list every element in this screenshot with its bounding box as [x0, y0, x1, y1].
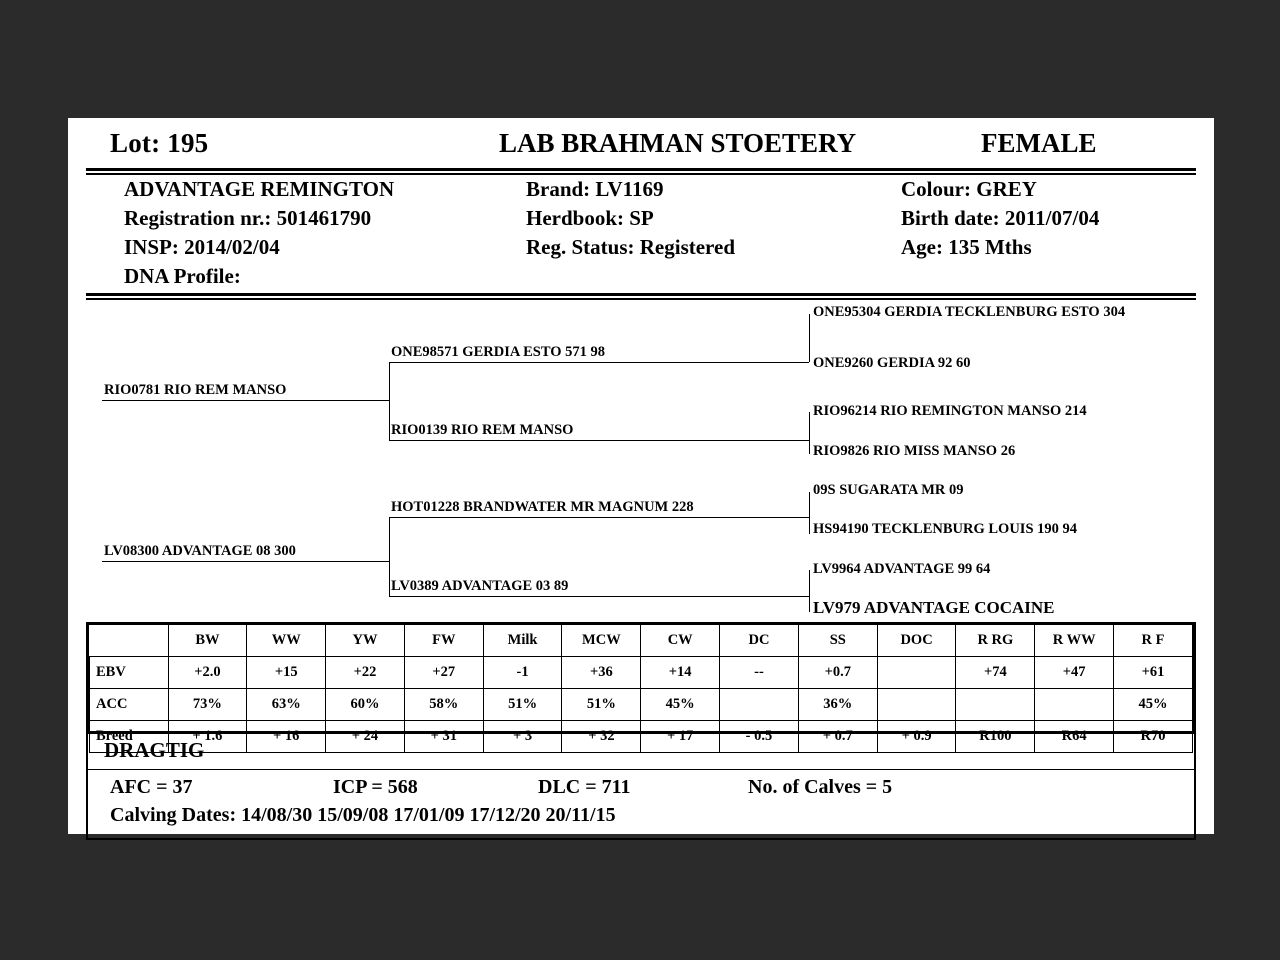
row-label-breed: Breed: [90, 721, 169, 753]
header-row: [86, 128, 1196, 166]
table-row: [90, 689, 1193, 721]
document-page: [68, 118, 1214, 834]
table-row: [90, 657, 1193, 689]
acc-fw: 58%: [404, 689, 483, 721]
identity-column-right: [901, 175, 1099, 262]
acc-rrg: [956, 689, 1035, 721]
ebv-mcw: +36: [562, 657, 641, 689]
pedigree-dam: LV08300 ADVANTAGE 08 300: [104, 543, 296, 559]
dlc-stat: DLC = 711: [538, 776, 631, 798]
acc-bw: 73%: [168, 689, 247, 721]
footer-block: [86, 734, 1196, 840]
col-ss: SS: [798, 625, 877, 657]
sex-label: FEMALE: [981, 128, 1097, 158]
colour: Colour: GREY: [901, 177, 1037, 201]
col-rrg: R RG: [956, 625, 1035, 657]
pedigree-g6: HS94190 TECKLENBURG LOUIS 190 94: [813, 521, 1078, 537]
acc-ss: 36%: [798, 689, 877, 721]
icp-stat: ICP = 568: [333, 776, 418, 798]
acc-rf: 45%: [1114, 689, 1193, 721]
acc-doc: [877, 689, 956, 721]
pedigree-sire-dam: RIO0139 RIO REM MANSO: [391, 422, 574, 438]
dam-bracket: [389, 517, 390, 596]
col-cw: CW: [641, 625, 720, 657]
ebv-rrg: +74: [956, 657, 1035, 689]
acc-mcw: 51%: [562, 689, 641, 721]
ebv-milk: -1: [483, 657, 562, 689]
age: Age: 135 Mths: [901, 235, 1032, 259]
col-dc: DC: [720, 625, 799, 657]
sire-sire-bracket: [809, 314, 810, 362]
header-divider: [86, 168, 1196, 175]
breed-rf: R70: [1114, 721, 1193, 753]
pedigree-g2: ONE9260 GERDIA 92 60: [813, 355, 971, 371]
sire-sire-underline: [389, 362, 809, 363]
animal-name: ADVANTAGE REMINGTON: [124, 177, 395, 201]
ebv-rf: +61: [1114, 657, 1193, 689]
dam-underline: [102, 561, 390, 562]
col-yw: YW: [326, 625, 405, 657]
reg-status: Reg. Status: Registered: [526, 235, 735, 259]
breed-cw: + 17: [641, 721, 720, 753]
sire-dam-underline: [389, 440, 809, 441]
acc-dc: [720, 689, 799, 721]
pedigree-sire: RIO0781 RIO REM MANSO: [104, 382, 287, 398]
ebv-table-wrapper: [86, 622, 1196, 744]
acc-milk: 51%: [483, 689, 562, 721]
sire-bracket: [389, 362, 390, 440]
inspection-date: INSP: 2014/02/04: [124, 235, 280, 259]
pedigree-g5: 09S SUGARATA MR 09: [813, 482, 964, 498]
birth-date: Birth date: 2011/07/04: [901, 206, 1100, 230]
ebv-bw: +2.0: [168, 657, 247, 689]
footer-divider: [88, 769, 1194, 770]
herdbook: Herdbook: SP: [526, 206, 654, 230]
dam-sire-underline: [389, 517, 809, 518]
col-rww: R WW: [1035, 625, 1114, 657]
pedigree-dam-sire: HOT01228 BRANDWATER MR MAGNUM 228: [391, 499, 694, 515]
col-rf: R F: [1114, 625, 1193, 657]
col-ww: WW: [247, 625, 326, 657]
ebv-fw: +27: [404, 657, 483, 689]
breed-mcw: + 32: [562, 721, 641, 753]
brand: Brand: LV1169: [526, 177, 664, 201]
col-doc: DOC: [877, 625, 956, 657]
breed-milk: + 3: [483, 721, 562, 753]
ebv-ww: +15: [247, 657, 326, 689]
pedigree-chart: [86, 300, 1196, 622]
identity-divider: [86, 293, 1196, 300]
identity-column-middle: [526, 175, 735, 262]
pedigree-sire-sire: ONE98571 GERDIA ESTO 571 98: [391, 344, 606, 360]
row-label-acc: ACC: [90, 689, 169, 721]
ebv-rww: +47: [1035, 657, 1114, 689]
breed-yw: + 24: [326, 721, 405, 753]
status-badge: DRAGTIG: [104, 738, 205, 762]
ebv-doc: [877, 657, 956, 689]
col-milk: Milk: [483, 625, 562, 657]
breed-fw: + 31: [404, 721, 483, 753]
pedigree-g3: RIO96214 RIO REMINGTON MANSO 214: [813, 403, 1087, 419]
identity-block: [86, 175, 1196, 291]
pedigree-g4: RIO9826 RIO MISS MANSO 26: [813, 443, 1016, 459]
breed-ww: + 16: [247, 721, 326, 753]
ebv-corner-cell: [90, 625, 169, 657]
table-header-row: [90, 625, 1193, 657]
col-bw: BW: [168, 625, 247, 657]
breed-bw: + 1.6: [168, 721, 247, 753]
dna-profile: DNA Profile:: [124, 264, 241, 288]
calves-count: No. of Calves = 5: [748, 776, 893, 798]
afc-stat: AFC = 37: [110, 776, 193, 798]
page-title: LAB BRAHMAN STOETERY: [499, 128, 857, 158]
ebv-yw: +22: [326, 657, 405, 689]
breed-dc: - 0.5: [720, 721, 799, 753]
pedigree-dam-dam: LV0389 ADVANTAGE 03 89: [391, 578, 569, 594]
breed-rww: R64: [1035, 721, 1114, 753]
pedigree-g7: LV9964 ADVANTAGE 99 64: [813, 561, 991, 577]
breed-doc: + 0.9: [877, 721, 956, 753]
pedigree-g1: ONE95304 GERDIA TECKLENBURG ESTO 304: [813, 304, 1126, 320]
sire-dam-bracket: [809, 412, 810, 454]
dam-dam-underline: [389, 596, 809, 597]
calving-dates: Calving Dates: 14/08/30 15/09/08 17/01/09 17/12/20 20/11/15: [110, 804, 616, 826]
pedigree-g8: LV979 ADVANTAGE COCAINE: [813, 598, 1055, 617]
col-mcw: MCW: [562, 625, 641, 657]
acc-rww: [1035, 689, 1114, 721]
acc-yw: 60%: [326, 689, 405, 721]
breed-rrg: R100: [956, 721, 1035, 753]
ebv-ss: +0.7: [798, 657, 877, 689]
acc-cw: 45%: [641, 689, 720, 721]
lot-number: Lot: 195: [110, 128, 209, 158]
dam-sire-bracket: [809, 492, 810, 534]
identity-column-left: [124, 175, 394, 291]
pedigree-certificate: [86, 128, 1196, 824]
registration-number: Registration nr.: 501461790: [124, 206, 372, 230]
row-label-ebv: EBV: [90, 657, 169, 689]
ebv-dc: --: [720, 657, 799, 689]
dam-dam-bracket: [809, 570, 810, 612]
sire-underline: [102, 400, 390, 401]
ebv-cw: +14: [641, 657, 720, 689]
acc-ww: 63%: [247, 689, 326, 721]
breed-ss: + 0.7: [798, 721, 877, 753]
col-fw: FW: [404, 625, 483, 657]
